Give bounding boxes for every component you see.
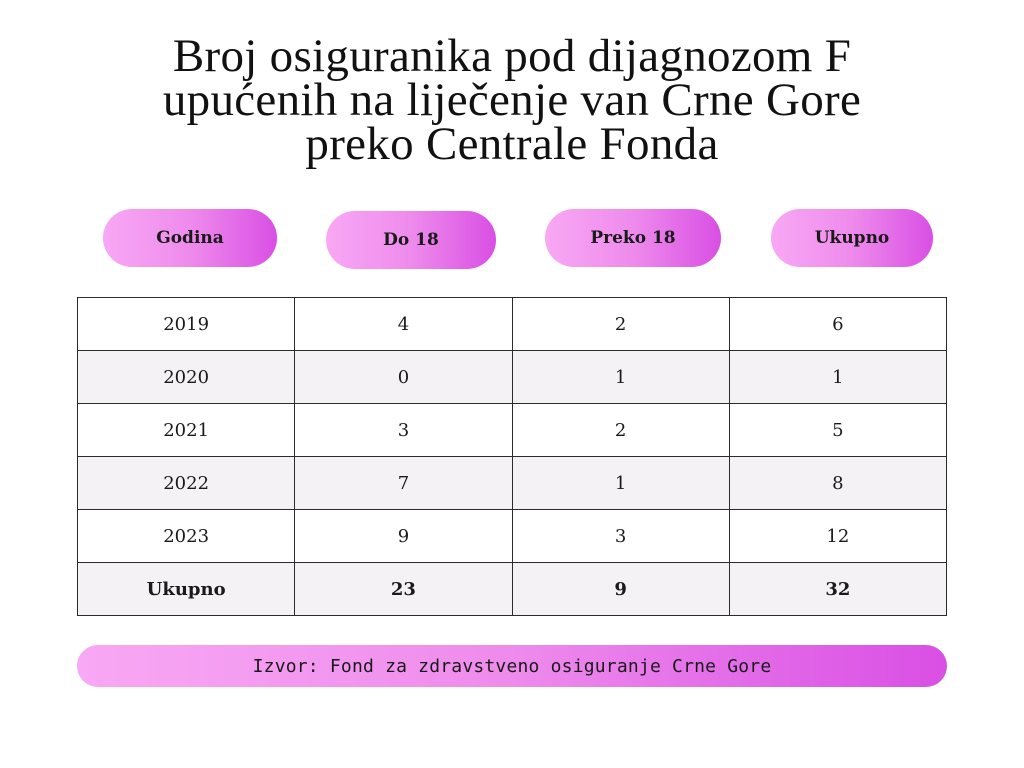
table-row [78,298,947,351]
cell-over-18: 1 [512,351,729,404]
cell-under-18: 7 [295,457,512,510]
cell-year: 2022 [78,457,295,510]
title-line-3: preko Centrale Fonda [305,118,719,170]
table-row [78,457,947,510]
header-pill-ukupno: Ukupno [771,209,933,267]
data-table [77,297,947,616]
cell-year: 2019 [78,298,295,351]
header-pill-godina: Godina [103,209,277,267]
cell-over-18: 1 [512,457,729,510]
table-row [78,404,947,457]
title-line-1: Broj osiguranika pod dijagnozom F [172,30,852,82]
cell-under-18: 4 [295,298,512,351]
source-pill: Izvor: Fond za zdravstveno osiguranje Crne Gore [77,645,947,687]
cell-total: 6 [729,298,946,351]
header-pill-do-18: Do 18 [326,211,496,269]
cell-year: 2021 [78,404,295,457]
cell-over-18: 3 [512,510,729,563]
table-row [78,351,947,404]
table-row [78,510,947,563]
cell-under-18: 0 [295,351,512,404]
cell-total-over-18: 9 [512,563,729,616]
cell-total: 5 [729,404,946,457]
cell-total: 1 [729,351,946,404]
cell-total: 8 [729,457,946,510]
cell-total-all: 32 [729,563,946,616]
page-title [0,30,1024,170]
cell-year: 2020 [78,351,295,404]
cell-under-18: 9 [295,510,512,563]
table-total-row [78,563,947,616]
cell-over-18: 2 [512,298,729,351]
cell-under-18: 3 [295,404,512,457]
cell-total-label: Ukupno [78,563,295,616]
header-pill-preko-18: Preko 18 [545,209,721,267]
cell-year: 2023 [78,510,295,563]
cell-total: 12 [729,510,946,563]
cell-over-18: 2 [512,404,729,457]
cell-total-under-18: 23 [295,563,512,616]
title-line-2: upućenih na liječenje van Crne Gore [162,74,862,126]
